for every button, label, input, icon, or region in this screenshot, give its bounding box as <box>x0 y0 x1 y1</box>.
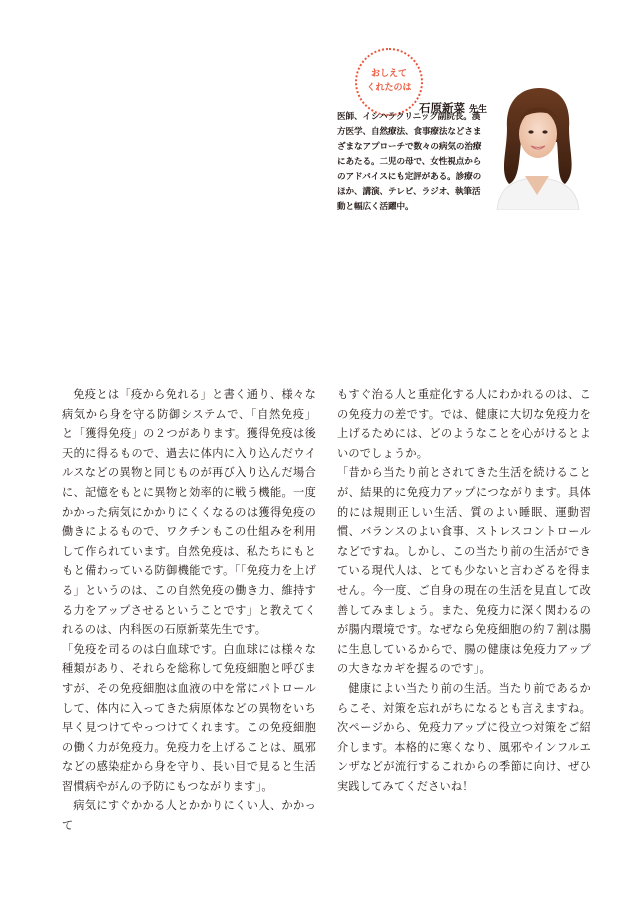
article-paragraph: 「免疫を司るのは白血球です。白血球には様々な種類があり、それらを総称して免疫細胞と呼びますが、その免疫細胞は血液の中を常にパトロールして、体内に入ってきた病原体などの異物をいち早く見つけてやっつけてくれます。この免疫細胞の働く力が免疫力。免疫力を上げることは、風邪などの感染症から身を守り、長い目で見ると生活習慣病やがんの予防にもつながります」。 <box>62 642 316 793</box>
article-paragraph: 「昔から当たり前とされてきた生活を続けることが、結果的に免疫力アップにつながります。具体的には規則正しい生活、質のよい睡眠、運動習慣、バランスのよい食事、ストレスコントロールなどですね。しかし、この当たり前の生活ができている現代人は、とても少ないと言わざるを得ません。今一度、ご自身の現在の生活を見直して改善してみましょう。また、免疫力に深く関わるのが腸内環境です。なぜなら免疫細胞の約７割は腸に生息しているからで、腸の健康は免疫力アップの大きなカギを握るのです」。 <box>337 466 591 676</box>
doctor-photo <box>487 80 587 210</box>
article-paragraph: 健康によい当たり前の生活。当たり前であるからこそ、対策を忘れがちになるとも言えますね。次ページから、免疫力アップに役立つ対策をご紹介します。本格的に寒くなり、風邪やインフルエンザなどが流行するこれからの季節に向け、ぜひ実践してみてくださいね！ <box>337 681 591 793</box>
badge-text <box>357 67 421 95</box>
profile-badge <box>355 48 423 116</box>
article-paragraph: 免疫とは「疫から免れる」と書く通り、様々な病気から身を守る防御システムで、「自然免疫」と「獲得免疫」の２つがあります。獲得免疫は後天的に得るもので、過去に体内に入り込んだウイルスなどの異物と同じものが再び入り込んだ場合に、記憶をもとに異物と効率的に戦う機能。一度かかった病気にかかりにくくなるのは獲得免疫の働きによるもので、ワクチンもこの仕組みを利用して作られています。自然免疫は、私たちにもともと備わっている防御機能です。「「免疫力を上げる」というのは、この自然免疫の働き力、維持する力をアップさせるということです」と教えてくれるのは、内科医の石原新菜先生です。 <box>62 388 316 637</box>
doctor-name-text: 石原新菜 <box>419 101 465 115</box>
article-column-1 <box>62 385 316 836</box>
article-paragraph: もすぐ治る人と重症化する人にわかれるのは、この免疫力の差です。では、健康に大切な免疫力を上げるためには、どのようなことを心がけるとよいのでしょうか。 <box>337 388 591 460</box>
doctor-bio: 医師、イシハラクリニック副院長。漢方医学、自然療法、食事療法などさまざまなアプローチで数々の病気の治療にあたる。二児の母で、女性視点からのアドバイスにも定評がある。診療のほか、講演、テレビ、ラジオ、執筆活動と幅広く活躍中。 <box>337 112 482 212</box>
article-column-2 <box>337 385 591 796</box>
badge-line-1: おしえて <box>370 69 407 79</box>
article-paragraph: 病気にすぐかかる人とかかりにくい人、かかって <box>62 799 316 833</box>
badge-line-2: くれたのは <box>366 83 412 93</box>
doctor-title: 先生 <box>469 105 488 115</box>
